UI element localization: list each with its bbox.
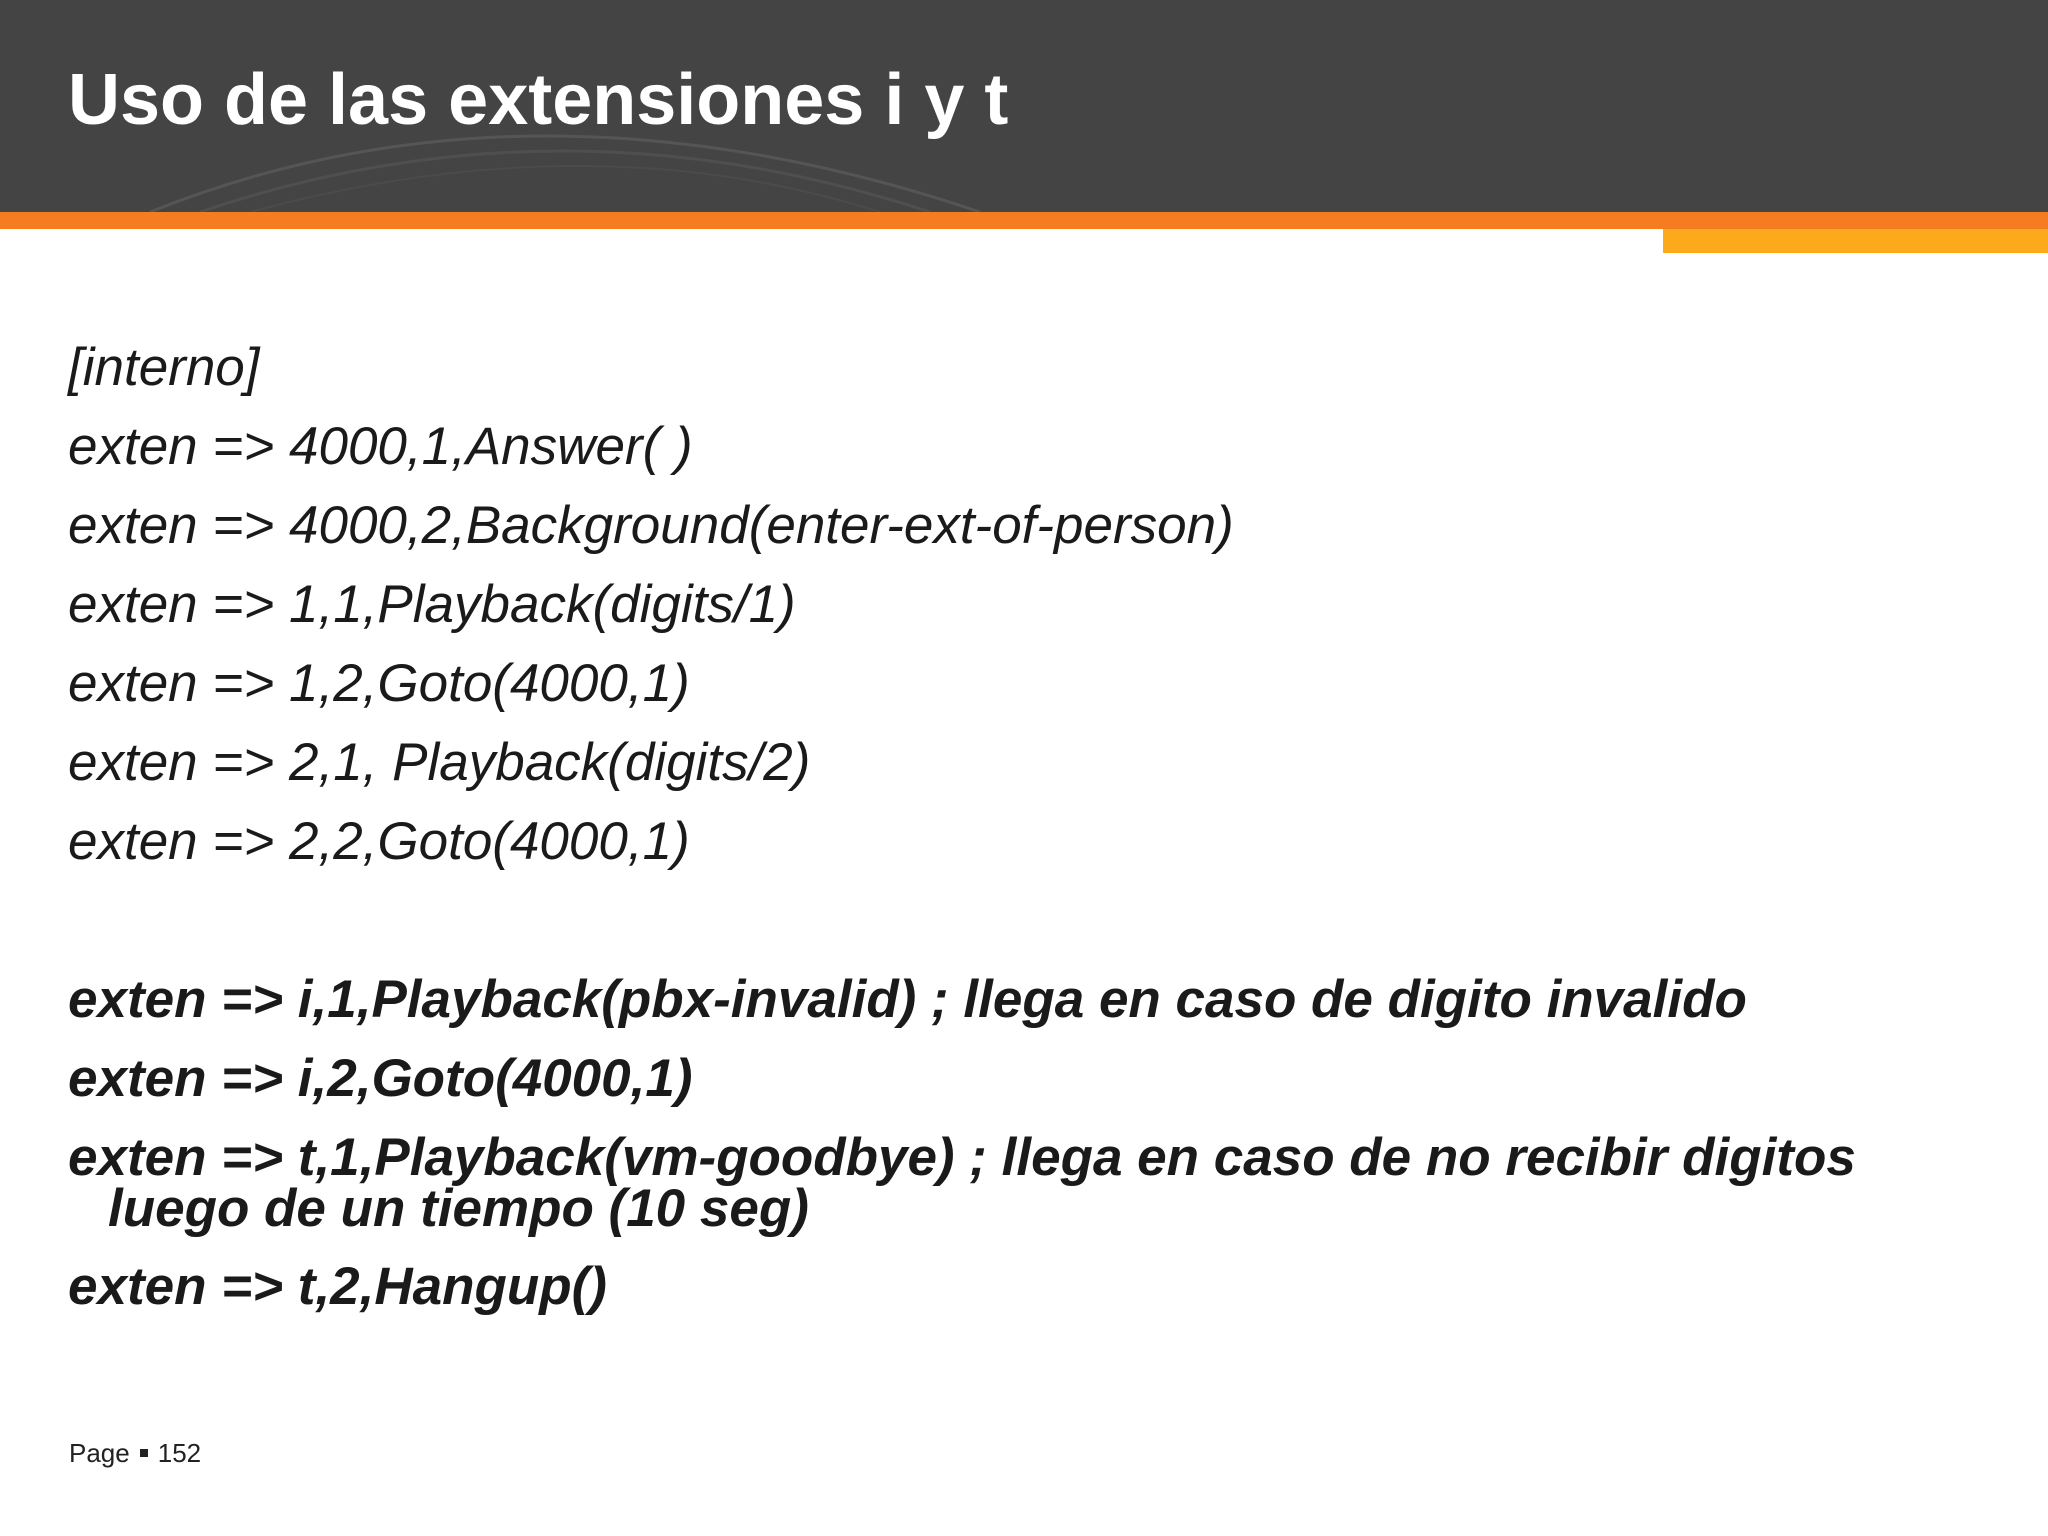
gold-accent-block <box>1663 229 2048 253</box>
code-line: exten => 2,2,Goto(4000,1) <box>68 812 690 871</box>
slide-header <box>0 0 2048 212</box>
code-line: exten => 4000,2,Background(enter-ext-of-person) <box>68 496 1234 555</box>
code-line: exten => 1,1,Playback(digits/1) <box>68 575 796 634</box>
slide-title: Uso de las extensiones i y t <box>68 60 1009 140</box>
code-line: exten => 1,2,Goto(4000,1) <box>68 654 690 713</box>
orange-divider-bar <box>0 212 2048 229</box>
invalid-extension-line: exten => i,2,Goto(4000,1) <box>68 1049 693 1108</box>
invalid-extension-line: exten => i,1,Playback(pbx-invalid) ; llega en caso de digito invalido <box>68 970 1747 1029</box>
context-label: [interno] <box>68 338 260 397</box>
page-footer <box>69 1438 201 1469</box>
bullet-icon <box>140 1449 148 1457</box>
blank-line <box>68 881 2008 960</box>
code-line: exten => 2,1, Playback(digits/2) <box>68 733 811 792</box>
page-number: 152 <box>157 1438 202 1468</box>
timeout-extension-line: exten => t,2,Hangup() <box>68 1257 607 1316</box>
page-label: Page <box>69 1438 130 1468</box>
timeout-extension-line: exten => t,1,Playback(vm-goodbye) ; llega en caso de no recibir digitos luego de un tiempo (10 seg) <box>68 1128 1856 1238</box>
code-line: exten => 4000,1,Answer( ) <box>68 417 693 476</box>
dialplan-code <box>68 328 2008 1326</box>
